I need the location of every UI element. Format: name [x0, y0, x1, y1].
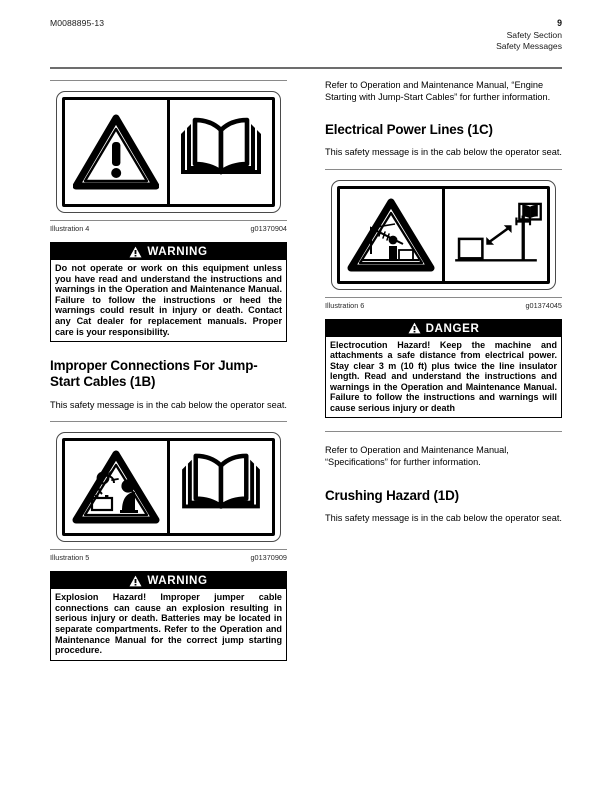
- safety-decal-graphic: [56, 91, 281, 213]
- body-improper-connections: This safety message is in the cab below the operator seat.: [50, 399, 287, 410]
- open-book-manual-icon: [170, 441, 272, 533]
- warning-title: WARNING: [147, 245, 208, 258]
- heading-improper-connections: Improper Connections For Jump-Start Cables (1B): [50, 358, 258, 390]
- page-header: [50, 18, 562, 64]
- illustration-id: g01370904: [250, 224, 287, 233]
- danger-title: DANGER: [425, 321, 480, 335]
- illustration-caption: [50, 220, 287, 233]
- heading-electrical-power-lines: Electrical Power Lines (1C): [325, 122, 493, 138]
- warning-banner: [51, 243, 286, 260]
- safety-decal-graphic: [56, 432, 281, 542]
- illustration-4: [50, 91, 287, 233]
- illustration-caption: [325, 297, 562, 310]
- warning-triangle-icon: [129, 575, 142, 587]
- left-column: [50, 80, 287, 661]
- divider: [50, 421, 287, 422]
- warning-box-1: [50, 242, 287, 342]
- warning-text: Explosion Hazard! Improper jumper cable connections can cause an explosion resulting in serious injury or death. Batteries may be located in separate compartments. Refer to the Operation and Maintenance Manual for the correct jump starting procedure.: [55, 592, 282, 656]
- power-line-clearance-distance-icon: [445, 189, 547, 281]
- illustration-6: [325, 180, 562, 310]
- safety-decal-graphic: [331, 180, 556, 290]
- right-column: [325, 80, 562, 524]
- divider: [325, 169, 562, 170]
- warning-triangle-exclamation-icon: [65, 100, 170, 204]
- illustration-label: Illustration 5: [50, 553, 90, 563]
- reference-jump-start-cables: Refer to Operation and Maintenance Manual, “Engine Starting with Jump-Start Cables” for further information.: [325, 80, 551, 102]
- warning-banner: [51, 572, 286, 589]
- illustration-label: Illustration 6: [325, 300, 365, 310]
- subsection-title: Safety Messages: [496, 41, 562, 52]
- section-title: Safety Section: [506, 29, 562, 40]
- reference-specifications: Refer to Operation and Maintenance Manual, “Specifications” for further information.: [325, 445, 509, 468]
- illustration-5: [50, 432, 287, 562]
- warning-triangle-icon: [408, 322, 421, 334]
- heading-crushing-hazard: Crushing Hazard (1D): [325, 487, 459, 503]
- illustration-id: g01374045: [525, 300, 562, 310]
- body-crushing-hazard: This safety message is in the cab below the operator seat.: [325, 512, 562, 523]
- warning-box-2: [50, 571, 287, 661]
- header-divider: [50, 67, 562, 69]
- header-right-block: [496, 18, 562, 53]
- danger-box: [325, 319, 562, 419]
- danger-text: Electrocution Hazard! Keep the machine and attachments a safe distance from electrical power. Stay clear 3 m (10 ft) plus twice the line insulator length. Read and understand the instructions and warnings in the Operation and Maintenance Manual. Failure to follow the instructions and warnings will cause serious injury or death: [330, 339, 557, 413]
- document-number: M0088895-13: [50, 18, 105, 28]
- warning-title: WARNING: [147, 574, 208, 588]
- body-electrical-power-lines: This safety message is in the cab below the operator seat.: [325, 147, 562, 158]
- illustration-caption: [50, 549, 287, 562]
- electrocution-hazard-icon: [340, 189, 445, 281]
- divider: [50, 80, 287, 81]
- illustration-id: g01370909: [250, 553, 287, 563]
- open-book-manual-icon: [170, 100, 272, 204]
- page-number: 9: [557, 18, 562, 28]
- illustration-label: Illustration 4: [50, 224, 90, 233]
- warning-text: Do not operate or work on this equipment unless you have read and understand the instructions and warnings in the Operation and Maintenance Manual. Failure to follow the instructions or heed the warnings could result in injury or death. Contact any Cat dealer for replacement manuals. Proper care is your responsibility.: [55, 263, 282, 337]
- battery-explosion-hazard-icon: [65, 441, 170, 533]
- warning-triangle-icon: [129, 246, 142, 258]
- danger-banner: [326, 320, 561, 337]
